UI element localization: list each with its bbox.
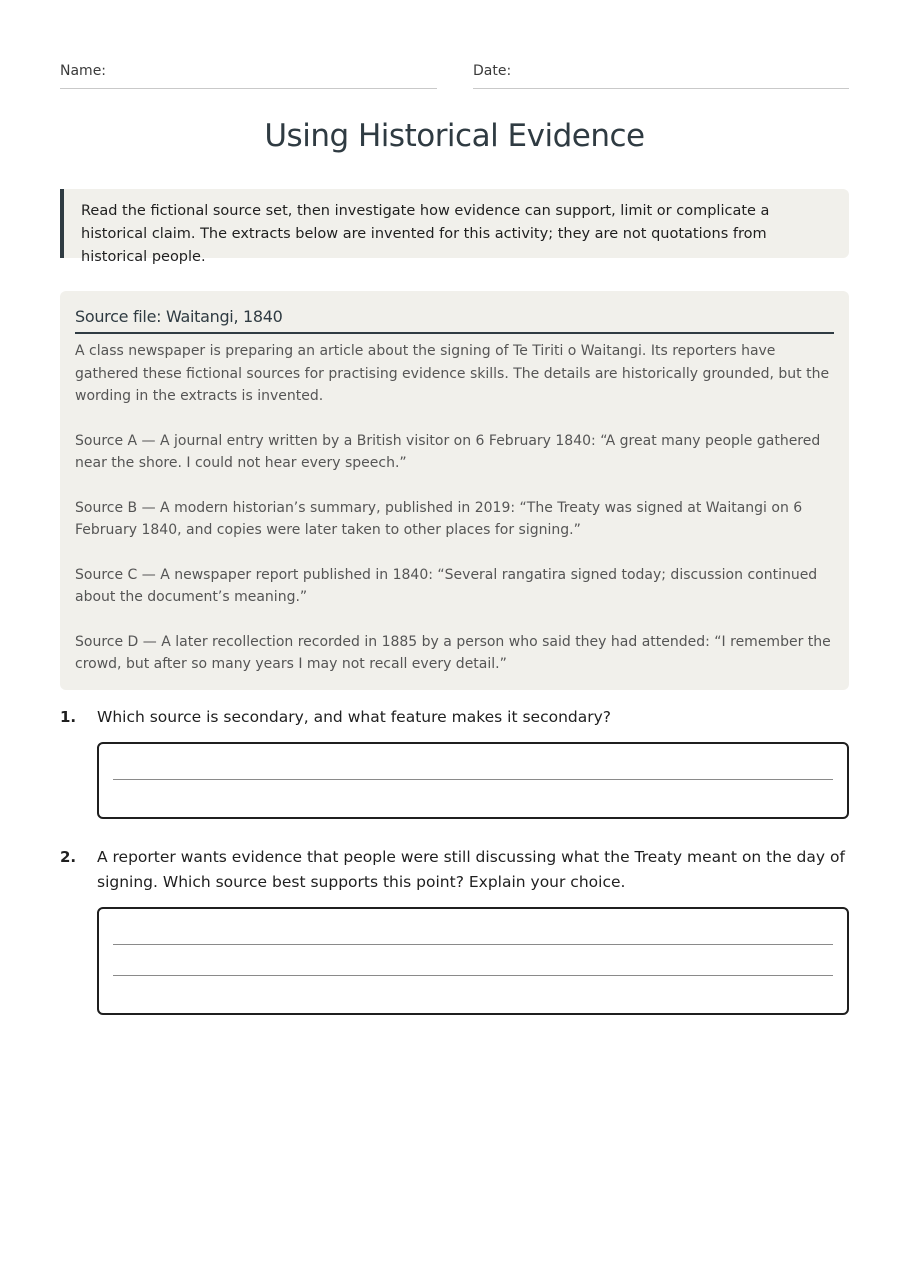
answer-box-2[interactable] (97, 907, 849, 1015)
source-d: Source D — A later recollection recorded in 1885 by a person who said they had attended: “I remember the crowd, but after so many years I may not recall every detail.” (75, 633, 831, 672)
answer-line (113, 779, 833, 780)
question-text: Which source is secondary, and what feature makes it secondary? (97, 708, 612, 726)
name-label: Name: (60, 63, 107, 79)
question-number: 1. (60, 708, 77, 726)
question-number: 2. (60, 848, 77, 866)
source-c: Source C — A newspaper report published in 1840: “Several rangatira signed today; discussion continued about the document’s meaning.” (75, 566, 818, 605)
answer-line (113, 944, 833, 945)
question-1 (60, 705, 849, 825)
source-file-intro: A class newspaper is preparing an article about the signing of Te Tiriti o Waitangi. Its reporters have gathered these fictional sources for practising evidence skills. The details are historically grounded, but the wording in the extracts is invented. (75, 343, 830, 404)
question-text: A reporter wants evidence that people were still discussing what the Treaty meant on the day of signing. Which source best supports this point? Explain your choice. (97, 848, 845, 891)
source-file-title: Source file: Waitangi, 1840 (75, 303, 834, 334)
source-a: Source A — A journal entry written by a British visitor on 6 February 1840: “A great many people gathered near the shore. I could not hear every speech.” (75, 432, 821, 471)
source-file-panel (60, 291, 849, 690)
name-field[interactable] (60, 60, 437, 89)
date-field[interactable] (473, 60, 849, 89)
header-fields (60, 60, 849, 90)
question-2 (60, 845, 849, 1020)
instructions-callout: Read the fictional source set, then investigate how evidence can support, limit or complicate a historical claim. The extracts below are invented for this activity; they are not quotations from historical people. (60, 189, 849, 258)
source-b: Source B — A modern historian’s summary, published in 2019: “The Treaty was signed at Waitangi on 6 February 1840, and copies were later taken to other places for signing.” (75, 499, 803, 538)
answer-line (113, 975, 833, 976)
answer-box-1[interactable] (97, 742, 849, 819)
date-label: Date: (473, 63, 512, 79)
page-title: Using Historical Evidence (264, 118, 645, 154)
